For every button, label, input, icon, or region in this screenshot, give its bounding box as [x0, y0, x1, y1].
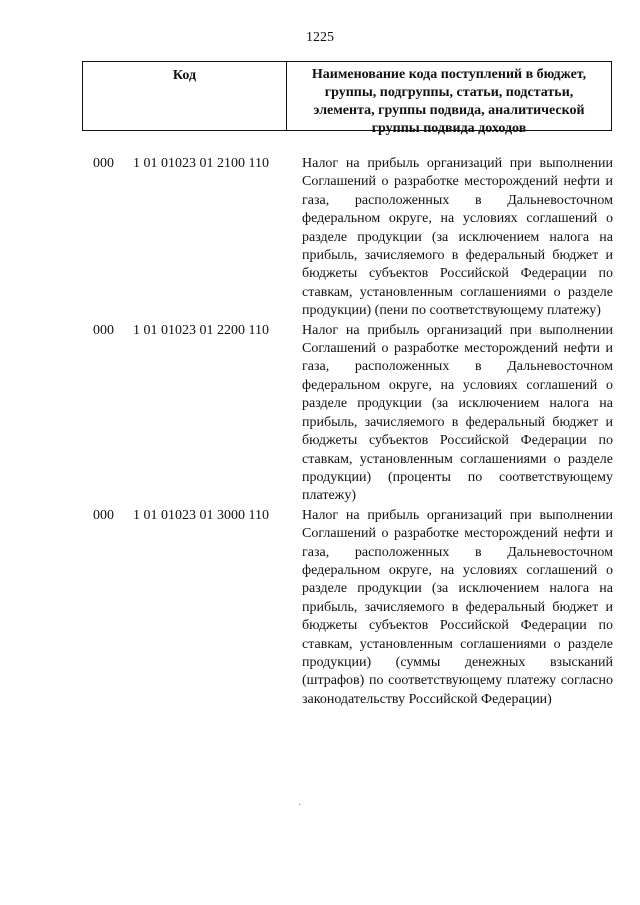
revenue-name: Налог на прибыль организаций при выполнении Соглашений о разработке месторождений нефти и газа, расположенных в Дальневосточном федеральном округе, на условиях соглашений о разделе продукции (за исключением налога на прибыль, зачисляемого в федеральный бюджет и бюджеты субъектов Российской Федерации по ставкам, установленным соглашениями о разделе продукции) (пени по соответствующему платежу) [302, 156, 613, 319]
table-header [82, 61, 612, 136]
table-row [93, 155, 613, 321]
header-name-cell: Наименование кода поступлений в бюджет, группы, подгруппы, статьи, подстатьи, элемента, группы подвида, аналитической группы подвида доходов [311, 67, 587, 136]
admin-code: 000 [93, 507, 114, 523]
revenue-code: 1 01 01023 01 2200 110 [133, 322, 269, 338]
scan-speck: · [298, 800, 302, 811]
revenue-name: Налог на прибыль организаций при выполнении Соглашений о разработке месторождений нефти и газа, расположенных в Дальневосточном федеральном округе, на условиях соглашений о разделе продукции (за исключением налога на прибыль, зачисляемого в федеральный бюджет и бюджеты субъектов Российской Федерации по ставкам, установленным соглашениями о разделе продукции) (проценты по соответствующему платежу) [302, 322, 613, 504]
revenue-code: 1 01 01023 01 2100 110 [133, 156, 269, 171]
table-body [93, 155, 613, 710]
revenue-code: 1 01 01023 01 3000 110 [133, 507, 269, 523]
admin-code: 000 [93, 156, 114, 171]
header-code-cell: Код [83, 62, 287, 130]
page-number: 1225 [306, 30, 334, 45]
admin-code: 000 [93, 322, 114, 338]
table-row [93, 507, 613, 709]
table-row [93, 322, 613, 506]
revenue-name: Налог на прибыль организаций при выполнении Соглашений о разработке месторождений нефти и газа, расположенных в Дальневосточном федеральном округе, на условиях соглашений о разделе продукции (за исключением налога на прибыль, зачисляемого в федеральный бюджет и бюджеты субъектов Российской Федерации по ставкам, установленным соглашениями о разделе продукции) (суммы денежных взысканий (штрафов) по соответствующему платежу согласно законодательству Российской Федерации) [302, 507, 613, 707]
